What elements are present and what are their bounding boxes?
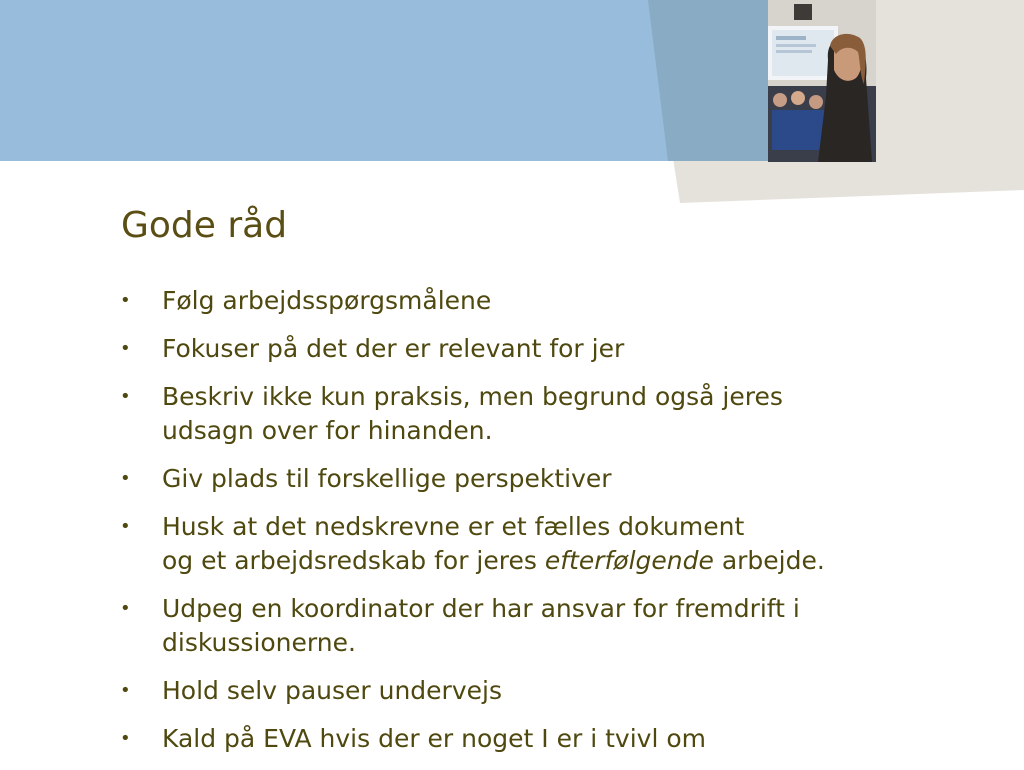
bullet-dot-icon: • [120,290,131,311]
bullet-text-line: Udpeg en koordinator der har ansvar for fremdrift i [162,594,800,623]
blue-band [0,0,668,161]
classroom-photo [768,0,876,162]
bullet-list [118,284,998,770]
bullet-text: Kald på EVA hvis der er noget I er i tvivl om [162,724,706,753]
bullet-dot-icon: • [120,598,131,619]
bullet-dot-icon: • [120,468,131,489]
slide-title: Gode råd [121,205,288,246]
bullet-text: Giv plads til forskellige perspektiver [162,464,612,493]
bullet-text-line: Husk at det nedskrevne er et fælles dokument [162,512,745,541]
bullet-dot-icon: • [120,386,131,407]
bullet-item [118,462,998,496]
bullet-item [118,592,998,660]
bullet-dot-icon: • [120,516,131,537]
bullet-text-emphasis: efterfølgende [544,546,714,575]
bullet-item [118,674,998,708]
bullet-text: Fokuser på det der er relevant for jer [162,334,625,363]
blue-band-overlap [648,0,768,161]
bullet-dot-icon: • [120,680,131,701]
bullet-text-line: diskussionerne. [162,628,356,657]
bullet-text: Hold selv pauser undervejs [162,676,502,705]
bullet-item [118,332,998,366]
bullet-item [118,510,998,578]
photo-illustration [768,0,876,162]
bullet-dot-icon: • [120,338,131,359]
bullet-text: Følg arbejdsspørgsmålene [162,286,492,315]
bullet-item [118,722,998,756]
bullet-text-line [162,546,825,575]
bullet-text-line: udsagn over for hinanden. [162,416,493,445]
bullet-item [118,380,998,448]
bullet-item [118,284,998,318]
bullet-dot-icon: • [120,728,131,749]
bullet-text-segment: arbejde. [713,546,825,575]
bullet-text-line: Beskriv ikke kun praksis, men begrund også jeres [162,382,783,411]
bullet-text-segment: og et arbejdsredskab for jeres [162,546,545,575]
